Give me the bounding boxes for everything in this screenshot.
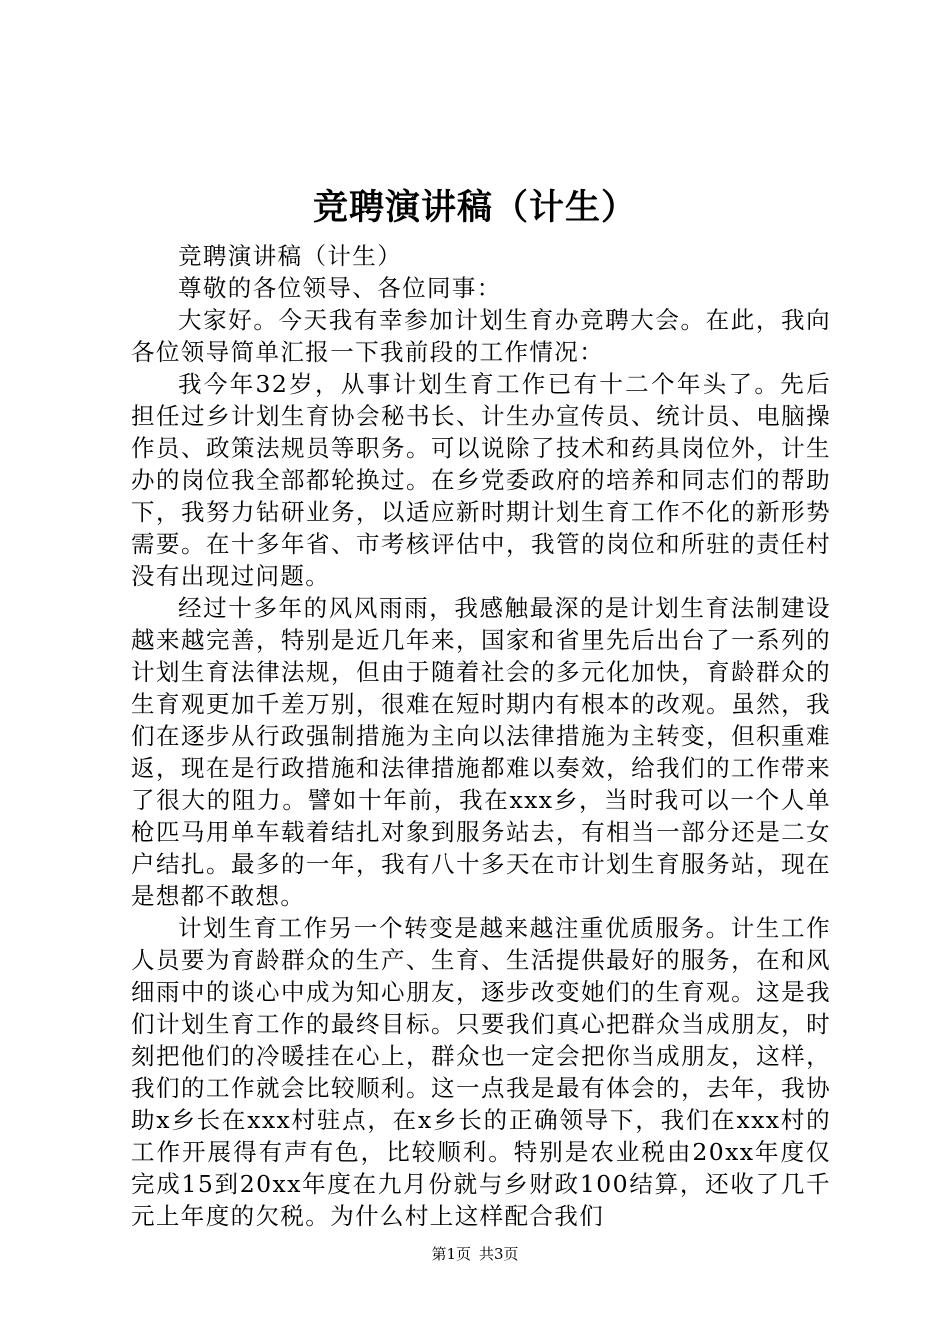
paragraph-quality-service: 计划生育工作另一个转变是越来越注重优质服务。计生工作人员要为育龄群众的生产、生育、生活提供最好的服务，在和风细雨中的谈心中成为知心朋友，逐步改变她们的生育观。这是我们计划生育工作的最终目标。只要我们真心把群众当成朋友，时刻把他们的冷暖挂在心上，群众也一定会把你当成朋友，这样，我们的工作就会比较顺利。这一点我是最有体会的，去年，我协助x乡长在xxx村驻点，在x乡长的正确领导下，我们在xxx村的工作开展得有声有色，比较顺利。特别是农业税由20xx年度仅完成15到20xx年度在九月份就与乡财政100结算，还收了几千元上年度的欠税。为什么村上这样配合我们 xyxy=(131,914,831,1230)
page-total: 共3页 xyxy=(479,1245,519,1263)
page-number: 第1页 xyxy=(431,1245,471,1263)
paragraph-legal-changes: 经过十多年的风风雨雨，我感触最深的是计划生育法制建设越来越完善，特别是近几年来，国家和省里先后出台了一系列的计划生育法律法规，但由于随着社会的多元化加快，育龄群众的生育观更加千差万别，很难在短时期内有根本的改观。虽然，我们在逐步从行政强制措施为主向以法律措施为主转变，但积重难返，现在是行政措施和法律措施都难以奏效，给我们的工作带来了很大的阻力。譬如十年前，我在xxx乡，当时我可以一个人单枪匹马用单车载着结扎对象到服务站去，有相当一部分还是二女户结扎。最多的一年，我有八十多天在市计划生育服务站，现在是想都不敢想。 xyxy=(131,594,831,910)
document-title: 竞聘演讲稿（计生） xyxy=(312,187,637,228)
page-footer xyxy=(0,1244,950,1264)
paragraph-experience: 我今年32岁，从事计划生育工作已有十二个年头了。先后担任过乡计划生育协会秘书长、计生办宣传员、统计员、电脑操作员、政策法规员等职务。可以说除了技术和药具岗位外，计生办的岗位我全部都轮换过。在乡党委政府的培养和同志们的帮助下，我努力钻研业务，以适应新时期计划生育工作不化的新形势需要。在十多年省、市考核评估中，我管的岗位和所驻的责任村没有出现过问题。 xyxy=(131,370,831,590)
paragraph-salutation: 尊敬的各位领导、各位同事： xyxy=(178,274,502,302)
document-body xyxy=(131,240,831,1232)
paragraph-greeting: 大家好。今天我有幸参加计划生育办竞聘大会。在此，我向各位领导简单汇报一下我前段的工作情况： xyxy=(131,306,831,366)
paragraph-subtitle: 竞聘演讲稿（计生） xyxy=(178,242,403,270)
